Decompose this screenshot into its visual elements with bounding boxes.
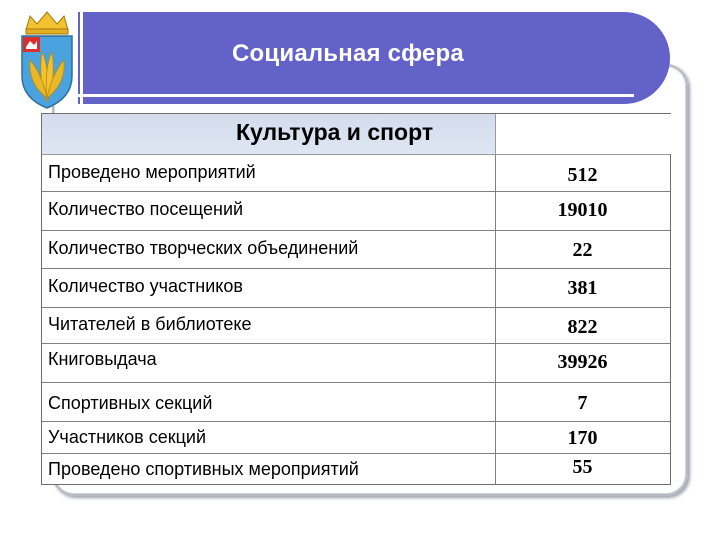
row-value: 170 <box>567 427 598 449</box>
stats-table <box>41 113 671 485</box>
row-value: 55 <box>572 456 593 478</box>
table-heading-row <box>42 114 670 155</box>
row-label: Количество посещений <box>48 199 244 219</box>
table-row <box>42 230 670 268</box>
table-row <box>42 155 670 191</box>
row-label: Участников секций <box>48 427 207 447</box>
table-row <box>42 382 670 421</box>
row-label: Проведено спортивных мероприятий <box>48 459 359 479</box>
table-row <box>42 453 670 484</box>
row-value: 39926 <box>557 351 608 373</box>
row-label: Проведено мероприятий <box>48 162 256 182</box>
row-value: 19010 <box>557 199 608 221</box>
row-value: 381 <box>567 277 598 299</box>
page-title: Социальная сфера <box>232 40 464 67</box>
table-row <box>42 191 670 230</box>
table-row <box>42 307 670 343</box>
table-row <box>42 268 670 307</box>
title-underline <box>78 94 634 97</box>
table-row <box>42 421 670 453</box>
row-label: Спортивных секций <box>48 393 213 413</box>
row-label: Книговыдача <box>48 349 157 369</box>
coat-of-arms-icon <box>16 10 78 115</box>
row-value: 7 <box>577 392 588 414</box>
table-body <box>42 155 670 484</box>
row-value: 22 <box>572 239 593 261</box>
table-heading: Культура и спорт <box>236 119 434 145</box>
row-label: Количество участников <box>48 276 243 296</box>
table-heading-empty-cell <box>495 114 671 154</box>
row-value: 822 <box>567 316 598 338</box>
row-label: Количество творческих объединений <box>48 238 359 258</box>
row-label: Читателей в библиотеке <box>48 314 252 334</box>
table-row <box>42 343 670 382</box>
row-value: 512 <box>567 164 598 186</box>
